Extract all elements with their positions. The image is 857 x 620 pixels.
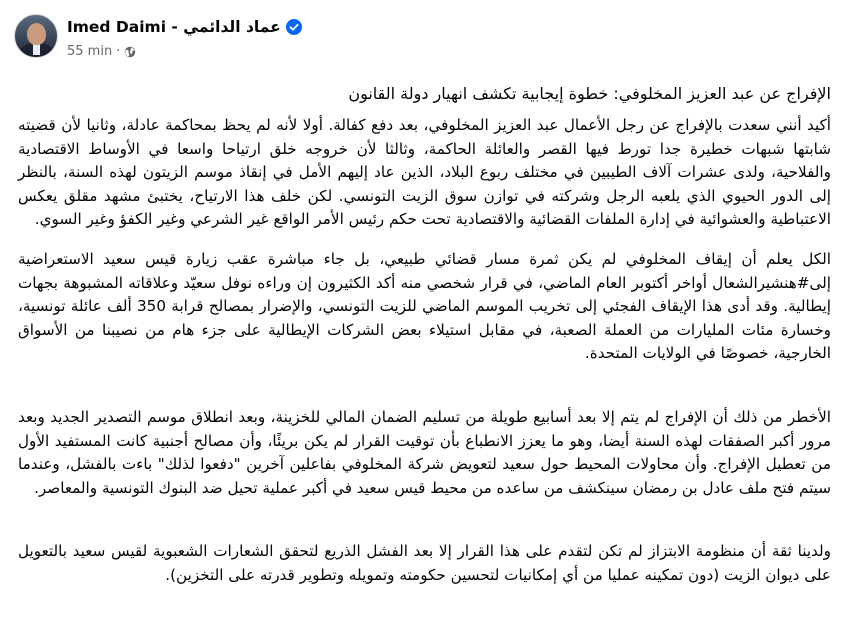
author-avatar[interactable] (14, 14, 58, 58)
post-header (14, 14, 302, 59)
post-paragraph-4: ولدينا ثقة أن منظومة الابتزاز لم تكن لتقدم على هذا القرار إلا بعد الفشل الذريع لتحقق الشعارات الشعبوية لقيس سعيد بالتعويل على ديوان الزيت (دون تمكينه عمليا من أي إمكانيات لتحسين حكومته وتمويله وتطوير قدرته على التخزين). (18, 542, 831, 584)
post-timestamp[interactable]: 55 min (67, 44, 113, 59)
separator-dot: · (116, 44, 121, 59)
author-name[interactable]: Imed Daimi - عماد الدائمي (67, 18, 281, 36)
post-meta (67, 14, 302, 59)
post-paragraph-2: الكل يعلم أن إيقاف المخلوفي لم يكن ثمرة مسار قضائي طبيعي، بل جاء مباشرة عقب زيارة قيس سعيد الاستعراضية إلى#هنشيرالشعال أواخر أكتوبر العام الماضي، في قرار شخصي منه أكد الكثيرون إن وراءه نوفل سعيّد وعلاقاته المشبوهة بجهات إيطالية. وقد أدى هذا الإيقاف الفجئي إلى تخريب الموسم الماضي للزيت التونسي، والإضرار بمصالح قرابة 350 ألف عائلة تونسية، وخسارة مئات المليارات من العملة الصعبة، في مقابل استيلاء بعض الشركات الإيطالية على جزء هام من نصيبنا من الأسواق الخارجية، خصوصًا في الولايات المتحدة. (18, 250, 831, 362)
globe-icon[interactable] (124, 46, 136, 58)
post-time-row (67, 44, 302, 59)
verified-badge-icon (286, 19, 302, 35)
post-paragraph-1: أكيد أنني سعدت بالإفراج عن رجل الأعمال عبد العزيز المخلوفي، بعد دفع كفالة. أولا لأنه لم يحظ بمحاكمة عادلة، وثانيا لأن قضيته شابتها شبهات خطيرة جدا تورط فيها القصر والعائلة الحاكمة، وثالثا لأن خروجه خلق ارتياحا واسعا في الأوساط الاقتصادية والفلاحية، ولدى عشرات آلاف الطيبين في مختلف ربوع البلاد، الذين عاد إليهم الأمل في إنقاذ موسم الزيتون لهذه السنة، بالنظر إلى الدور الحيوي الذي يلعبه الرجل وشركته في توازن سوق الزيت التونسي. لكن خلف هذا الارتياح، يختبئ مشهد مقلق يعكس الاعتباطية والعشوائية في إدارة الملفات القضائية والاقتصادية تحت حكم رئيس الأمر الواقع غير الشرعي وغير الكفؤ وغير السوي. (18, 116, 831, 228)
post-paragraph-3: الأخطر من ذلك أن الإفراج لم يتم إلا بعد أسابيع طويلة من تسليم الضمان المالي للخزينة، وبعد انطلاق موسم التصدير الجديد وبعد مرور أكبر الصفقات لهذه السنة أيضا، وهو ما يعزز الانطباع بأن توقيت القرار لم يكن بريئًا، وأن مصالح أجنبية كانت المستفيد الأول من تعطيل الإفراج. وأن محاولات المحيط حول سعيد لتعويض شركة المخلوفي بفاعلين آخرين "دفعوا لذلك" باءت بالفشل، وعندما سيتم فتح ملف عادل بن رمضان سينكشف من ساعده من محيط قيس سعيد في أكبر عملية تحيل ضد البنوك التونسية والمعاصر. (18, 408, 831, 497)
author-row (67, 16, 302, 38)
post-title: الإفراج عن عبد العزيز المخلوفي: خطوة إيجابية تكشف انهيار دولة القانون (348, 84, 831, 103)
